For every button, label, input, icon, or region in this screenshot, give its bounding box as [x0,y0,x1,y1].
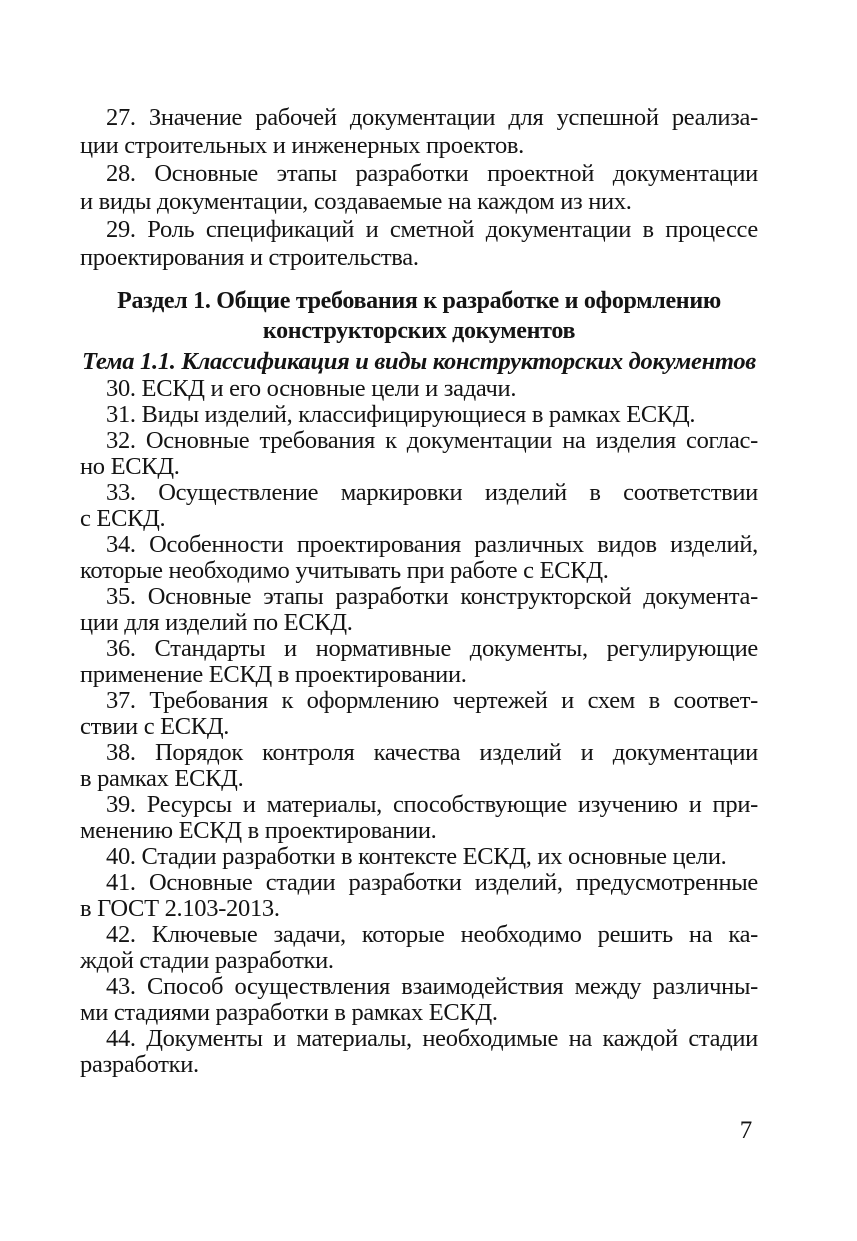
text-line: 29. Роль спецификаций и сметной документации в процессе [106,216,758,243]
question-list [80,376,758,1078]
text-line: 36. Стандарты и нормативные документы, регулирующие [106,636,758,662]
question-item [80,740,758,792]
section-heading-line-2: конструкторских документов [262,318,576,344]
text-line: 39. Ресурсы и материалы, способствующие изучению и при- [106,792,758,818]
text-line: ствии с ЕСКД. [80,714,230,740]
question-item [80,844,758,870]
text-line: 41. Основные стадии разработки изделий, предусмотренные [106,870,758,896]
question-item [80,160,758,216]
page-number: 7 [739,1117,752,1144]
text-line: 27. Значение рабочей документации для успешной реализа- [106,104,758,131]
text-line: 32. Основные требования к документации на изделия соглас- [106,428,758,454]
question-item [80,870,758,922]
text-line: 38. Порядок контроля качества изделий и документации [106,740,758,766]
text-line: применение ЕСКД в проектировании. [80,662,467,688]
question-item [80,636,758,688]
section-heading-line-1: Раздел 1. Общие требования к разработке и оформлению [117,288,721,314]
question-item [80,922,758,974]
text-line: с ЕСКД. [80,506,166,532]
question-item [80,480,758,532]
text-line: разработки. [80,1052,199,1078]
text-line: 30. ЕСКД и его основные цели и задачи. [106,376,517,402]
theme-heading: Тема 1.1. Классификация и виды конструкторских документов [82,348,756,375]
text-line: которые необходимо учитывать при работе с ЕСКД. [80,558,609,584]
question-item [80,792,758,844]
question-item [80,974,758,1026]
text-line: в ГОСТ 2.103-2013. [80,896,280,922]
text-line: 31. Виды изделий, классифицирующиеся в рамках ЕСКД. [106,402,696,428]
section-heading [80,286,758,346]
text-line: 42. Ключевые задачи, которые необходимо решить на ка- [106,922,758,948]
text-line: менению ЕСКД в проектировании. [80,818,437,844]
question-item [80,1026,758,1078]
question-item [80,428,758,480]
text-line: 34. Особенности проектирования различных видов изделий, [106,532,758,558]
question-item [80,104,758,160]
question-list-top [80,104,758,272]
question-item [80,402,758,428]
text-line: 40. Стадии разработки в контексте ЕСКД, их основные цели. [106,844,727,870]
text-line: и виды документации, создаваемые на каждом из них. [80,188,632,215]
text-line: ми стадиями разработки в рамках ЕСКД. [80,1000,498,1026]
question-item [80,584,758,636]
text-line: 37. Требования к оформлению чертежей и схем в соответ- [106,688,758,714]
text-line: но ЕСКД. [80,454,180,480]
text-line: ции строительных и инженерных проектов. [80,132,524,159]
text-line: 33. Осуществление маркировки изделий в соответствии [106,480,758,506]
text-line: 35. Основные этапы разработки конструкторской документа- [106,584,758,610]
text-line: 28. Основные этапы разработки проектной документации [106,160,758,187]
question-item [80,376,758,402]
text-line: в рамках ЕСКД. [80,766,244,792]
text-line: проектирования и строительства. [80,244,419,271]
question-item [80,216,758,272]
text-line: ции для изделий по ЕСКД. [80,610,353,636]
question-item [80,688,758,740]
text-line: 43. Способ осуществления взаимодействия между различны- [106,974,758,1000]
question-item [80,532,758,584]
text-line: ждой стадии разработки. [80,948,334,974]
text-line: 44. Документы и материалы, необходимые на каждой стадии [106,1026,758,1052]
